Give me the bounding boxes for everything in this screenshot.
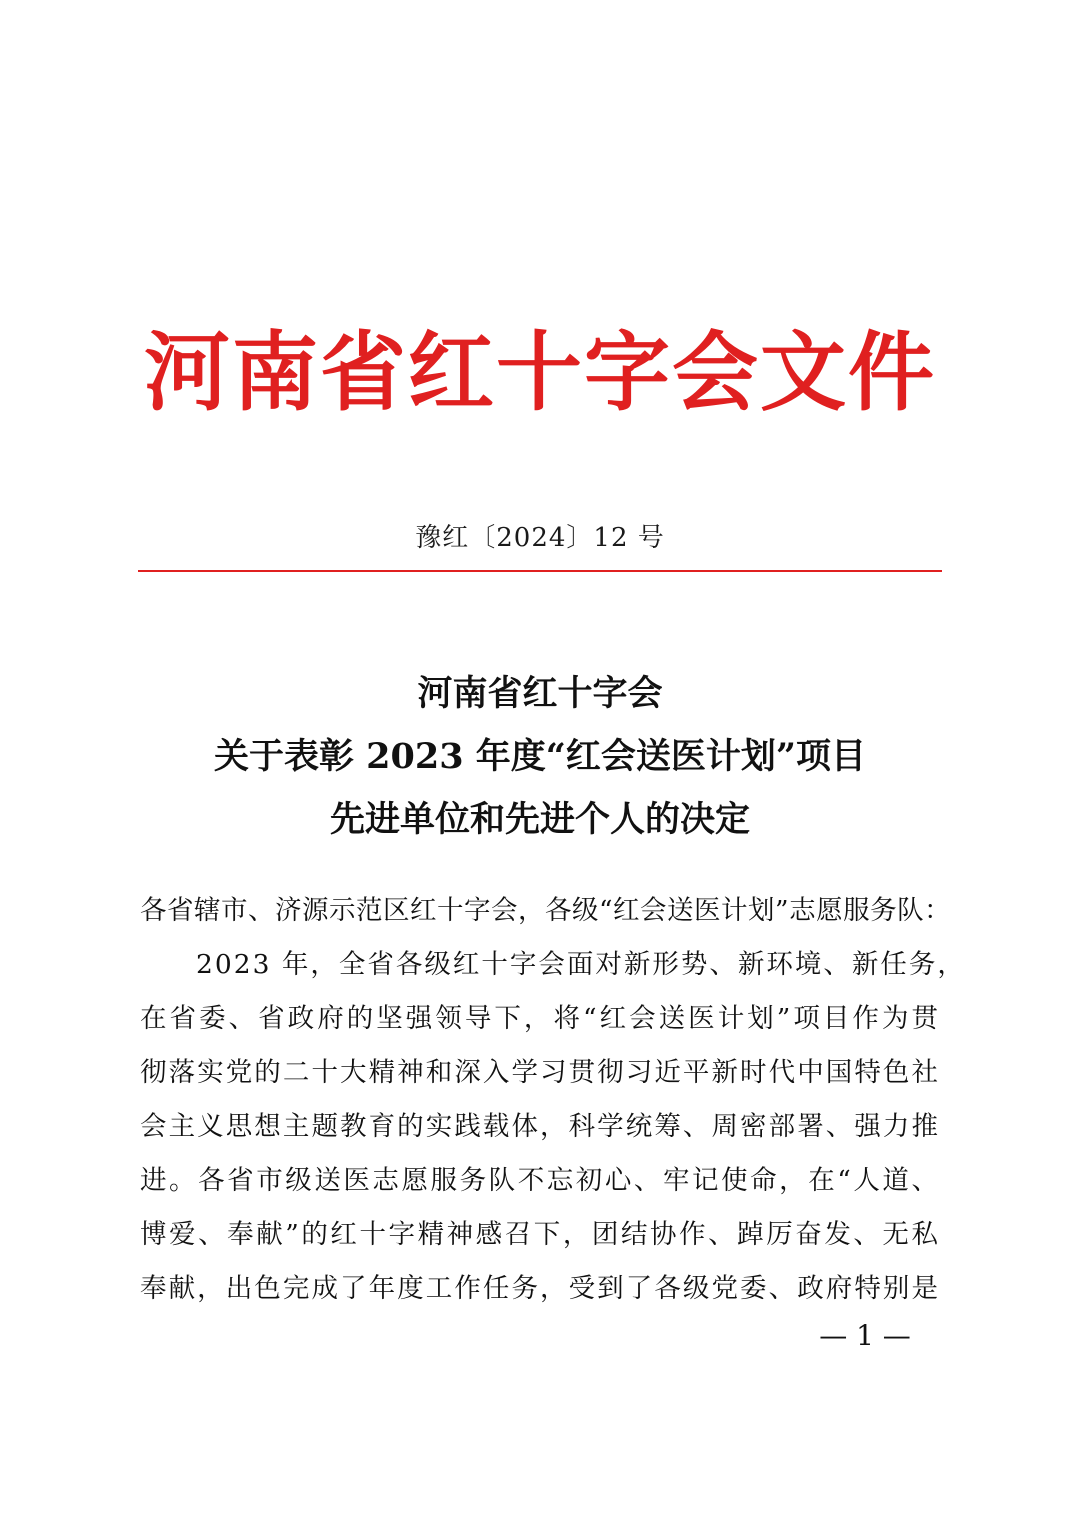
salutation: 各省辖市、济源示范区红十字会，各级“红会送医计划”志愿服务队： — [140, 895, 952, 926]
title-line-2: 关于表彰 2023 年度“红会送医计划”项目 — [213, 736, 867, 777]
body-text — [140, 884, 966, 1316]
body-line: 奉献，出色完成了年度工作任务，受到了各级党委、政府特别是 — [140, 1273, 940, 1304]
red-divider-line — [138, 570, 942, 572]
body-line: 进。各省市级送医志愿服务队不忘初心、牢记使命，在“人道、 — [140, 1165, 940, 1196]
title-line-3: 先进单位和先进个人的决定 — [329, 799, 750, 840]
document-header-title: 河南省红十字会文件 — [144, 322, 936, 423]
title-line-1: 河南省红十字会 — [417, 673, 663, 714]
body-line: 彻落实党的二十大精神和深入学习贯彻习近平新时代中国特色社 — [140, 1057, 940, 1088]
body-paragraph — [140, 938, 966, 1316]
body-line: 2023 年，全省各级红十字会面对新形势、新环境、新任务， — [196, 949, 966, 980]
document-number: 豫红〔2024〕12 号 — [415, 523, 665, 553]
decision-title — [0, 662, 1080, 851]
page-number: — 1 — — [819, 1319, 911, 1352]
body-line: 会主义思想主题教育的实践载体，科学统筹、周密部署、强力推 — [140, 1111, 940, 1142]
body-line: 在省委、省政府的坚强领导下，将“红会送医计划”项目作为贯 — [140, 1003, 940, 1034]
body-line: 博爱、奉献”的红十字精神感召下，团结协作、踔厉奋发、无私 — [140, 1219, 940, 1250]
